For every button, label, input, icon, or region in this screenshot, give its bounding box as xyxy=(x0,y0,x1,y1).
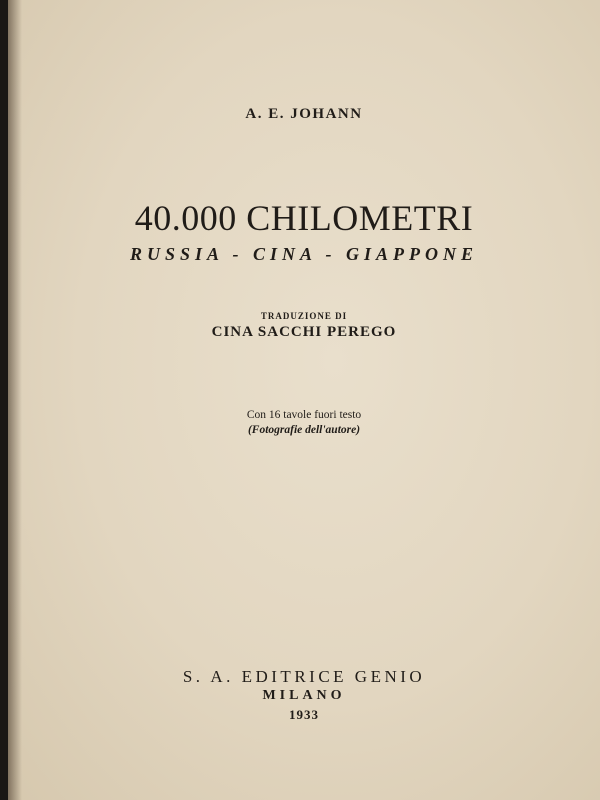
publisher-city: MILANO xyxy=(262,688,346,703)
photos-note: (Fotografie dell'autore) xyxy=(247,424,361,436)
title-page xyxy=(8,0,600,800)
publisher-name: S. A. EDITRICE GENIO xyxy=(182,667,426,686)
publication-year: 1933 xyxy=(289,707,319,722)
translation-label: TRADUZIONE DI xyxy=(260,311,348,321)
book-title: 40.000 CHILOMETRI xyxy=(134,198,474,238)
translator-name: CINA SACCHI PEREGO xyxy=(211,324,397,340)
author-name: A. E. JOHANN xyxy=(245,106,363,122)
plates-note: Con 16 tavole fuori testo xyxy=(246,409,362,421)
book-subtitle: RUSSIA - CINA - GIAPPONE xyxy=(129,244,479,264)
